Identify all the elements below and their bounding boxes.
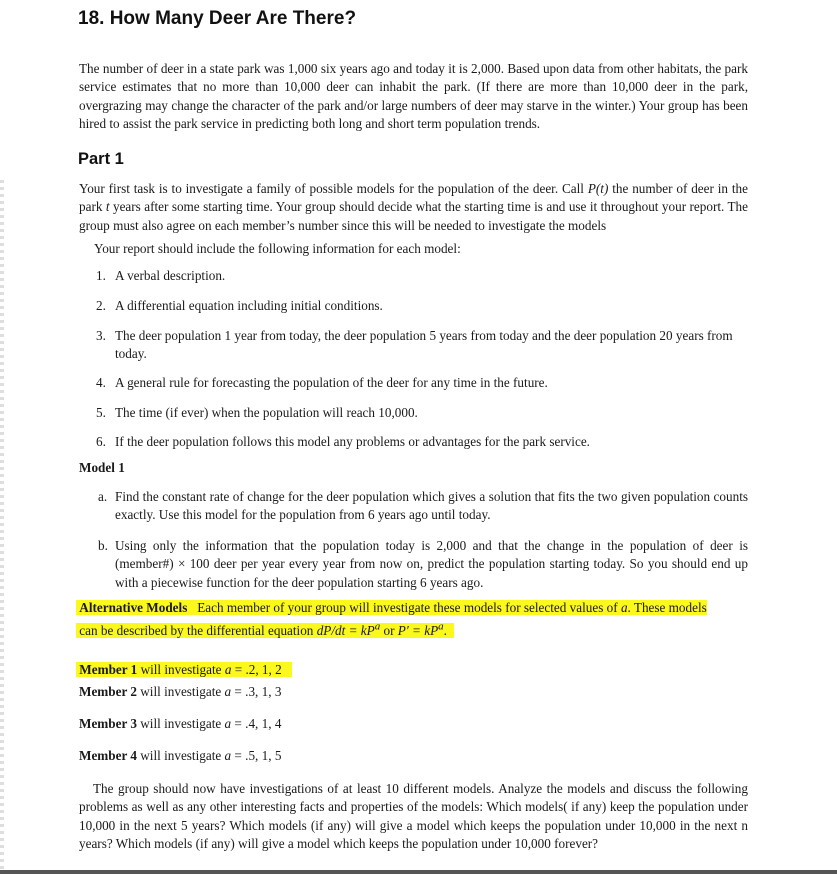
report-item-num: 5. [96, 405, 106, 420]
member-label: Member 1 [79, 661, 138, 677]
alt-exp-2: a [438, 620, 444, 633]
alt-end: . [443, 622, 447, 638]
member-values: = .4, 1, 4 [231, 716, 282, 731]
closing-paragraph [79, 780, 748, 854]
member-label: Member 2 [79, 684, 137, 699]
alt-label: Alternative Models [79, 600, 188, 615]
report-item-num: 1. [96, 268, 106, 283]
report-item-text: The time (if ever) when the population will reach 10,000. [115, 405, 418, 420]
p-of-t: P(t) [587, 181, 609, 196]
task-text-b: the number of deer in the park [79, 181, 748, 215]
report-item-2 [96, 297, 748, 315]
task-text-a: Your first task is to investigate a family of possible models for the population of the deer. Call [79, 181, 588, 196]
report-item-text: If the deer population follows this model any problems or advantages for the park service. [115, 434, 590, 449]
report-item-text: A general rule for forecasting the population of the deer for any time in the future. [115, 375, 548, 390]
member-var: a [224, 661, 232, 677]
intro-paragraph: The number of deer in a state park was 1,000 six years ago and today it is 2,000. Based upon data from other habitats, the park service estimates that no more than 10,000 deer can inhabit the park. (If there are more than 10,000 deer in the park, overgrazing may change the character of the park and/or large numbers of deer may starve in the winter.) Your group has been hired to assist the park service in predicting both long and short term population trends. [79, 61, 748, 132]
model1-b-pre: Using only the information that the population today is 2,000 and that the change in the population of deer is ( [115, 538, 748, 572]
alternative-models-block [76, 598, 748, 679]
member-3-line [79, 715, 281, 733]
report-item-num: 4. [96, 375, 106, 390]
member-values: = .2, 1, 2 [231, 661, 282, 677]
scan-edge-marks [0, 180, 4, 874]
report-intro: Your report should include the following information for each model: [94, 241, 461, 256]
part-heading: Part 1 [78, 150, 124, 168]
highlight-line-2 [76, 620, 454, 638]
model1-item-a [98, 488, 748, 525]
member-var: a [224, 684, 232, 699]
model1-item-num: a. [98, 489, 108, 504]
report-item-text: A differential equation including initial conditions. [115, 298, 383, 313]
page-title: 18. How Many Deer Are There? [78, 8, 357, 29]
model1-item-b [98, 537, 748, 592]
report-item-4 [96, 374, 748, 392]
alt-a-var: a [620, 600, 628, 615]
member-4-line [79, 747, 281, 765]
member-values: = .5, 1, 5 [231, 748, 282, 763]
model1-b-post: ) × 100 deer per year every year from now on, predict the population starting today. So you should end up with a piecewise function for the deer population starting 6 years ago. [115, 556, 748, 590]
report-item-num: 2. [96, 298, 106, 313]
alt-eq2: P′ = kP [397, 622, 439, 638]
report-item-num: 6. [96, 434, 106, 449]
member-values: = .3, 1, 3 [231, 684, 282, 699]
member-hash: # [162, 556, 170, 572]
member-var: a [224, 748, 232, 763]
alt-text-a: Each member of your group will investigate these models for selected values of [197, 600, 621, 615]
model1-item-num: b. [98, 538, 108, 553]
report-item-6 [96, 433, 748, 451]
model1-heading: Model 1 [79, 460, 125, 475]
report-item-1 [96, 267, 748, 285]
member-word: member [119, 556, 163, 572]
member-label: Member 3 [79, 716, 137, 731]
closing-text: The group should now have investigations of at least 10 different models. Analyze the models and discuss the following problems as well as any other interesting facts and properties of the models: Which models( if any) keep the population under 10,000 in the next 5 years? Which models (if any) will give a model which keeps the population under 10,000 in the next n years? Which models (if any) will give a model which keeps the population under 10,000 forever? [79, 781, 748, 852]
t-var: t [105, 199, 110, 215]
member-text: will investigate [140, 661, 225, 677]
highlight-line-1 [76, 600, 707, 615]
report-item-text: A verbal description. [115, 268, 226, 283]
member-var: a [224, 716, 232, 731]
report-item-5 [96, 404, 748, 422]
model1-item-text: Find the constant rate of change for the deer population which gives a solution that fits the two given population counts exactly. Use this model for the population from 6 years ago until today. [115, 489, 748, 523]
member-label: Member 4 [79, 748, 137, 763]
report-item-3 [96, 327, 748, 364]
model1-item-text [115, 537, 748, 592]
alt-text-c: can be described by the differential equation [79, 622, 317, 638]
member-text: will investigate [140, 748, 225, 763]
page-bottom-edge [0, 870, 837, 874]
task-text-c: years after some starting time. Your group should decide what the starting time is and use it throughout your report. The group must also agree on each member’s number since this will be needed to investigate the models [79, 199, 749, 233]
member-text: will investigate [140, 684, 225, 699]
member-2-line [79, 683, 281, 701]
task-paragraph [79, 180, 748, 235]
alt-text-b: . These models [627, 600, 707, 615]
member-text: will investigate [140, 716, 225, 731]
report-item-num: 3. [96, 328, 106, 343]
alt-eq1: dP/dt = kP [316, 622, 375, 638]
alt-exp-1: a [374, 620, 381, 633]
report-item-text: The deer population 1 year from today, the deer population 5 years from today and the deer population 20 years from today. [115, 328, 733, 362]
highlight-line-3 [76, 662, 292, 677]
alt-or: or [380, 622, 398, 638]
